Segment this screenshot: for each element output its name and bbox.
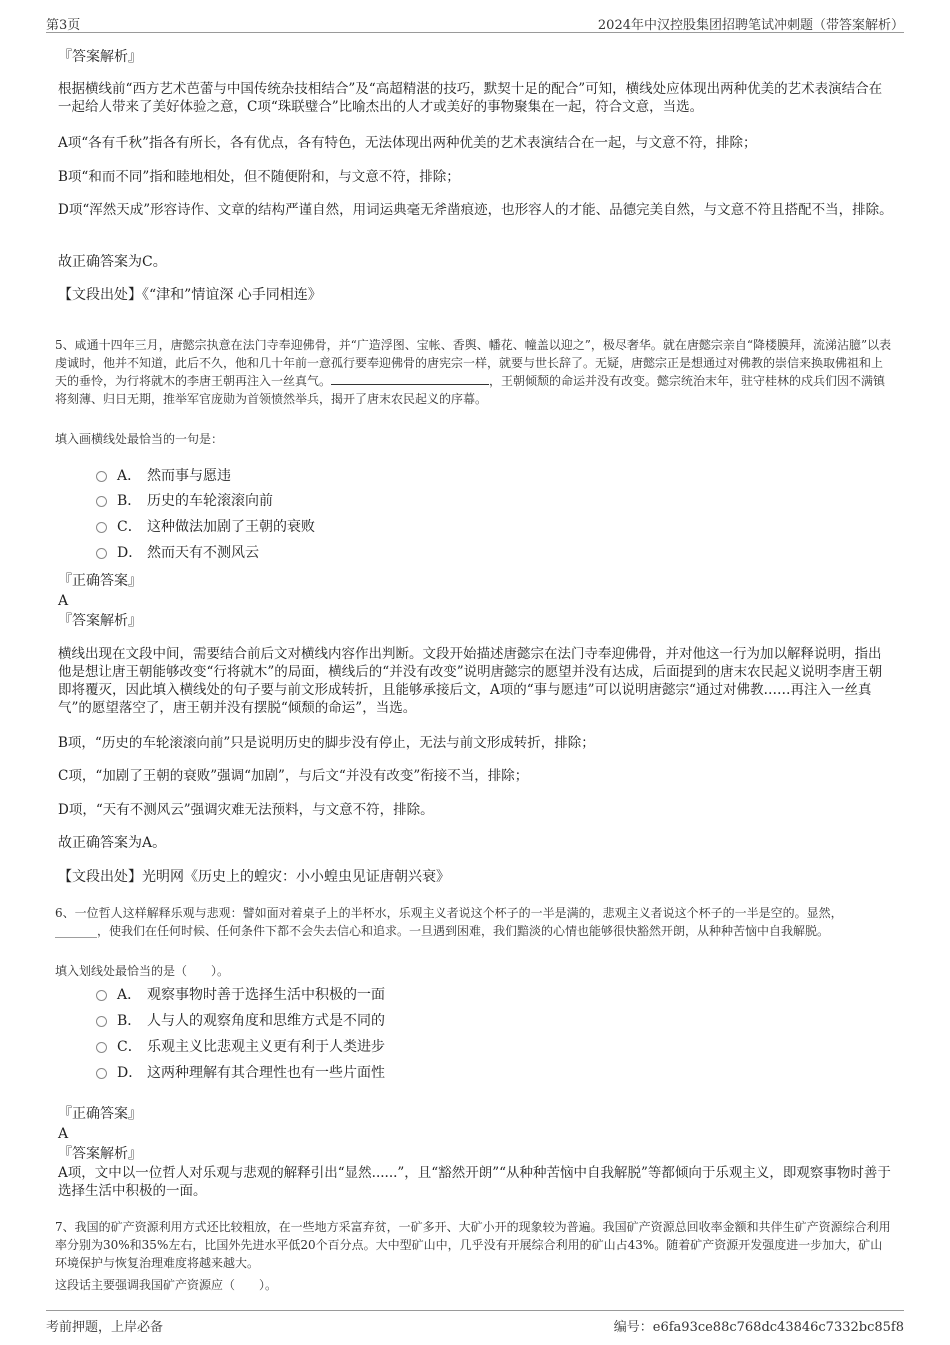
q4-analysis-paragraph: 根据横线前“西方艺术芭蕾与中国传统杂技相结合”及“高超精湛的技巧，默契十足的配合”可知，横线处应体现出两种优美的艺术表演结合在一起给人带来了美好体验之意，C项“珠联璧合”比喻杰出的人才或美好的事物聚集在一起，符合文意，当选。	[58, 81, 883, 115]
q5-analysis-option-b: B项，“历史的车轮滚滚向前”只是说明历史的脚步没有停止，无法与前文形成转折，排除；	[58, 735, 595, 751]
q6-option-a[interactable]: A． 观察事物时善于选择生活中积极的一面	[96, 985, 385, 1005]
radio-icon[interactable]	[96, 522, 107, 533]
page-header	[46, 10, 904, 33]
radio-icon[interactable]	[96, 1016, 107, 1027]
q5-stem	[55, 336, 893, 408]
q5-analysis-paragraph: 横线出现在文段中间，需要结合前后文对横线内容作出判断。文段开始描述唐懿宗在法门寺奉迎佛骨，并对他这一行为加以解释说明，指出他是想让唐王朝能够改变“行将就木”的局面，横线后的“并没有改变”说明唐懿宗的愿望并没有达成，后面提到的唐末农民起义说明李唐王朝即将覆灭，因此填入横线处的句子要与前文形成转折，且能够承接后文，A项的“事与愿违”可以说明唐懿宗“通过对佛教……再注入一丝真气”的愿望落空了，唐王朝并没有摆脱“倾颓的命运”，当选。	[58, 646, 883, 716]
q5-option-a[interactable]: A． 然而事与愿违	[96, 466, 231, 486]
q7-prompt: 这段话主要强调我国矿产资源应（ ）。	[55, 1278, 278, 1292]
q5-correct-label: 『正确答案』	[58, 573, 142, 589]
q6-analysis: A项，文中以一位哲人对乐观与悲观的解释引出“显然......”，且“豁然开朗”“从种种苦恼中自我解脱”等都倾向于乐观主义，即观察事物时善于选择生活中积极的一面。	[58, 1165, 891, 1199]
q4-source: 【文段出处】《“津和”情谊深 心手同相连》	[58, 287, 322, 303]
document-code	[614, 1316, 904, 1335]
q4-analysis-option-a: A项“各有千秋”指各有所长，各有优点，各有特色，无法体现出两种优美的艺术表演结合在一起，与文意不符，排除；	[58, 135, 757, 151]
q5-prompt: 填入画横线处最恰当的一句是：	[55, 432, 224, 446]
q5-source: 【文段出处】光明网《历史上的蝗灾：小小蝗虫见证唐朝兴衰》	[58, 869, 450, 885]
radio-icon[interactable]	[96, 1042, 107, 1053]
q6-correct-answer: A	[58, 1126, 69, 1142]
q6-analysis-label: 『答案解析』	[58, 1146, 142, 1162]
q6-option-d[interactable]: D． 这两种理解有其合理性也有一些片面性	[96, 1063, 385, 1083]
q5-conclusion: 故正确答案为A。	[58, 835, 167, 851]
q4-conclusion: 故正确答案为C。	[58, 254, 167, 270]
q4-analysis-label: 『答案解析』	[58, 49, 142, 65]
q4-analysis-option-d: D项“浑然天成”形容诗作、文章的结构严谨自然，用词运典毫无斧凿痕迹，也形容人的才能、品德完美自然，与文意不符且搭配不当，排除。	[58, 202, 893, 218]
q5-correct-answer: A	[58, 593, 69, 609]
q6-prompt: 填入划线处最恰当的是（ ）。	[55, 964, 230, 978]
q5-option-b[interactable]: B． 历史的车轮滚滚向前	[96, 491, 273, 511]
q5-stem-before-blank: 5、咸通十四年三月，唐懿宗执意在法门寺奉迎佛骨，并“广造浮图、宝帐、香舆、幡花、幢盖以迎之”，极尽奢华。就在唐懿宗亲自“降楼膜拜，流涕沾臆”以表虔诚时，他并不知道，此后不久，他和几十年前一意孤行要奉迎佛骨的唐宪宗一样，就要与世长辞了。无疑，唐懿宗正是想通过对佛教的崇信来换取佛祖和上天的垂怜，为行将就木的李唐王朝再注入一丝真气。	[55, 338, 892, 388]
q5-analysis-option-d: D项，“天有不测风云”强调灾难无法预料，与文意不符，排除。	[58, 802, 434, 818]
code-value: e6fa93ce88c768dc43846c7332bc85f8	[652, 1320, 904, 1335]
footer-slogan: 考前押题，上岸必备	[46, 1320, 164, 1335]
radio-icon[interactable]	[96, 1068, 107, 1079]
q5-option-d[interactable]: D． 然而天有不测风云	[96, 543, 259, 563]
q5-analysis-label: 『答案解析』	[58, 613, 142, 629]
q5-option-c[interactable]: C． 这种做法加剧了王朝的衰败	[96, 517, 315, 537]
q6-option-b[interactable]: B． 人与人的观察角度和思维方式是不同的	[96, 1011, 385, 1031]
q5-analysis-option-c: C项，“加剧了王朝的衰败”强调“加剧”，与后文“并没有改变”衔接不当，排除；	[58, 768, 529, 784]
q5-blank-line	[331, 372, 489, 385]
page-footer	[46, 1310, 904, 1335]
q6-option-c[interactable]: C． 乐观主义比悲观主义更有利于人类进步	[96, 1037, 385, 1057]
q6-stem: 6、一位哲人这样解释乐观与悲观：譬如面对着桌子上的半杯水，乐观主义者说这个杯子的一半是满的，悲观主义者说这个杯子的一半是空的。显然，_______，使我们在任何时候、任何条件下都不会失去信心和追求。一旦遇到困难，我们黯淡的心情也能够很快豁然开朗，从种种苦恼中自我解脱。	[55, 906, 843, 938]
radio-icon[interactable]	[96, 496, 107, 507]
q5-stem-after-blank: ，王朝倾颓的命运并没有改变。懿宗统治末年，驻守桂林的戍兵们因不满镇将刻薄、归日无期，推举军官庞勋为首领愤然举兵，揭开了唐末农民起义的序幕。	[55, 374, 886, 406]
radio-icon[interactable]	[96, 471, 107, 482]
document-title: 2024年中汉控股集团招聘笔试冲刺题（带答案解析）	[597, 18, 904, 33]
q4-analysis-option-b: B项“和而不同”指和睦地相处，但不随便附和，与文意不符，排除；	[58, 169, 460, 185]
q7-stem: 7、我国的矿产资源利用方式还比较粗放，在一些地方采富弃贫，一矿多开、大矿小开的现象较为普遍。我国矿产资源总回收率金额和共伴生矿产资源综合利用率分别为30%和35%左右，比国外先进水平低20个百分点。大中型矿山中，几乎没有开展综合利用的矿山占43%。随着矿产资源开发强度进一步加大，矿山环境保护与恢复治理难度将越来越大。	[55, 1220, 891, 1270]
code-label: 编号：	[613, 1320, 653, 1335]
radio-icon[interactable]	[96, 990, 107, 1001]
radio-icon[interactable]	[96, 548, 107, 559]
q6-correct-label: 『正确答案』	[58, 1106, 142, 1122]
page-number: 第3页	[46, 18, 81, 33]
